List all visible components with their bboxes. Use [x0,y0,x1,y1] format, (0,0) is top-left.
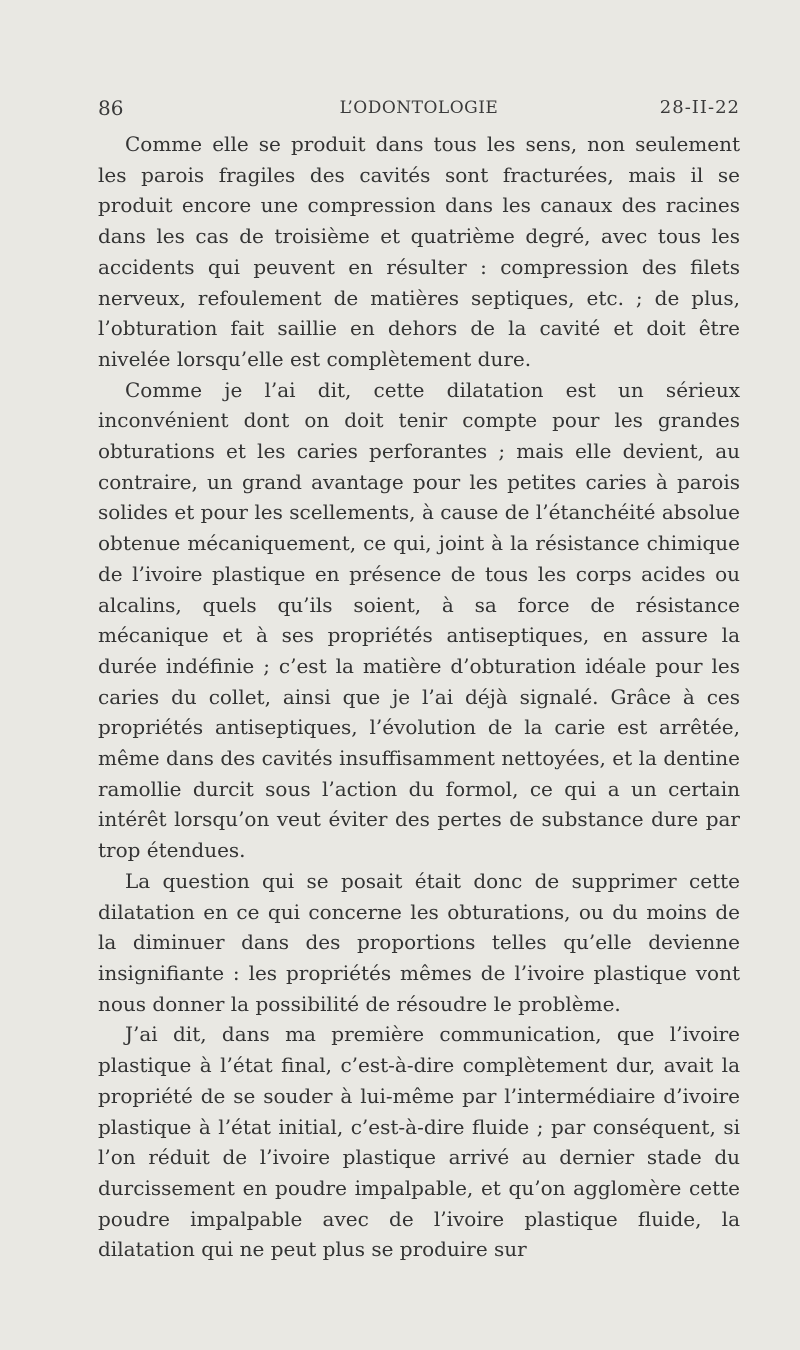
paragraph: La question qui se posait était donc de supprimer cette dilatation en ce qui concerne les obturations, ou du moins de la diminuer dans des proportions telles qu’elle devienne insignifiante : les propriétés mêmes de l’ivoire plastique vont nous donner la possibilité de résoudre le problème. [98,868,740,1016]
body-text [98,129,740,1265]
paragraph: Comme je l’ai dit, cette dilatation est un sérieux inconvénient dont on doit tenir compte pour les grandes obturations et les caries perforantes ; mais elle devient, au contraire, un grand avantage pour les petites caries à parois solides et pour les scellements, à cause de l’étanchéité absolue obtenue mécaniquement, ce qui, joint à la résistance chimique de l’ivoire plastique en présence de tous les corps acides ou alcalins, quels qu’ils soient, à sa force de résistance mécanique et à ses propriétés antiseptiques, en assure la durée indéfinie ; c’est la matière d’obturation idéale pour les caries du collet, ainsi que je l’ai déjà signalé. Grâce à ces propriétés antiseptiques, l’évolution de la carie est arrêtée, même dans des cavités insuffisamment nettoyées, et la dentine ramollie durcit sous l’action du formol, ce qui a un certain intérêt lorsqu’on veut éviter des pertes de substance dure par trop étendues. [98,377,740,863]
issue-date: 28-II-22 [659,97,740,118]
page-header [98,92,740,122]
running-title: L’ODONTOLOGIE [339,98,499,118]
page-number: 86 [98,96,124,120]
paragraph: J’ai dit, dans ma première communication, que l’ivoire plastique à l’état final, c’est-à-dire complètement dur, avait la propriété de se souder à lui-même par l’intermédiaire d’ivoire plastique à l’état initial, c’est-à-dire fluide ; par conséquent, si l’on réduit de l’ivoire plastique arrivé au dernier stade du durcissement en poudre impalpable, et qu’on agglomère cette poudre impalpable avec de l’ivoire plastique fluide, la dilatation qui ne peut plus se produire sur [98,1022,740,1262]
paragraph: Comme elle se produit dans tous les sens, non seulement les parois fragiles des cavités sont fracturées, mais il se produit encore une compression dans les canaux des racines dans les cas de troisième et quatrième degré, avec tous les accidents qui peuvent en résulter : compression des filets nerveux, refoulement de matières septiques, etc. ; de plus, l’obturation fait saillie en dehors de la cavité et doit être nivelée lorsqu’elle est complètement dure. [98,132,740,371]
